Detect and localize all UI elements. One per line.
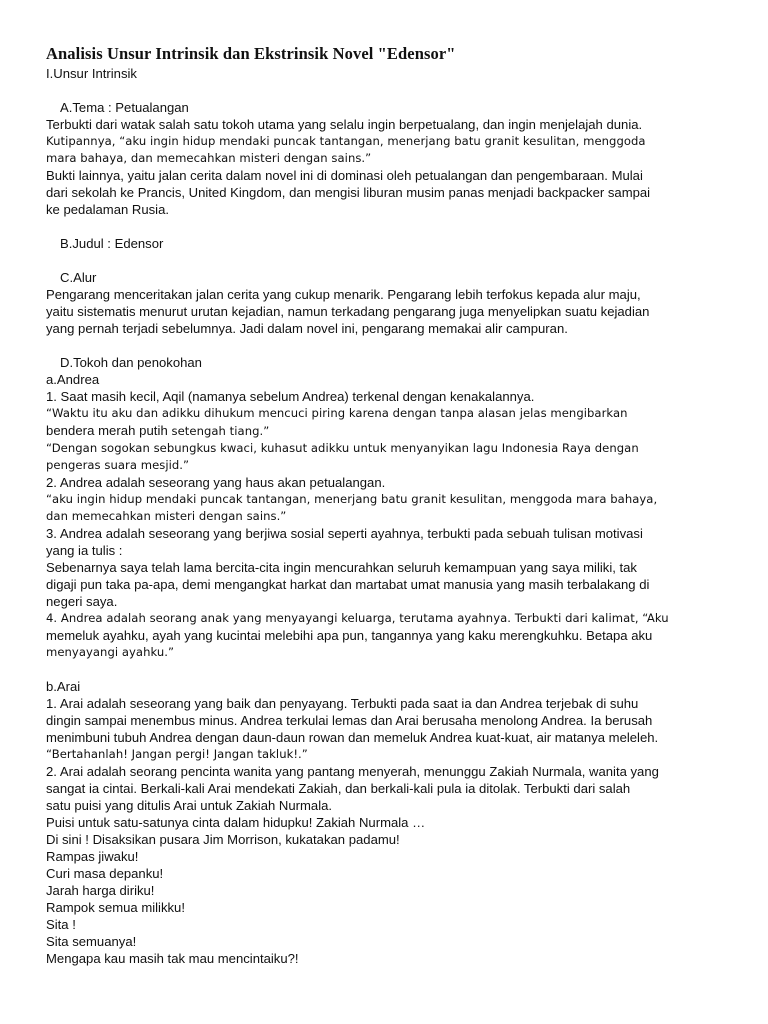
tokoh-heading: D.Tokoh dan penokohan: [60, 355, 202, 370]
poem-line: Di sini ! Disaksikan pusara Jim Morrison, kukatakan padamu!: [46, 832, 400, 847]
quote-line: Kutipannya, “aku ingin hidup mendaki puncak tantangan, menerjang batu granit kesulitan, menggoda: [46, 134, 646, 148]
quote-fragment: bendera merah putih: [46, 423, 168, 438]
poem-line: Rampas jiwaku!: [46, 849, 139, 864]
character-name: a.Andrea: [46, 372, 100, 387]
paragraph-line: digaji pun taka pa-apa, demi mengangkat harkat dan martabat umat manusia yang masih terbalakang di: [46, 577, 650, 592]
tema-heading: A.Tema : Petualangan: [60, 100, 189, 115]
character-name: b.Arai: [46, 679, 81, 694]
poem-line: Puisi untuk satu-satunya cinta dalam hidupku! Zakiah Nurmala …: [46, 815, 426, 830]
poem-line: Curi masa depanku!: [46, 866, 164, 881]
poem-line: Sita !: [46, 917, 76, 932]
paragraph-line: negeri saya.: [46, 594, 118, 609]
paragraph-line: ke pedalaman Rusia.: [46, 202, 170, 217]
paragraph-line: dingin sampai menembus minus. Andrea terkulai lemas dan Arai berusaha menolong Andrea. Ia berusah: [46, 713, 653, 728]
quote-line: pengeras suara mesjid.”: [46, 458, 190, 472]
quote-line: dan memecahkan misteri dengan sains.”: [46, 509, 287, 523]
poem-line: Rampok semua milikku!: [46, 900, 185, 915]
paragraph-line: dari sekolah ke Prancis, United Kingdom, dan mengisi liburan musim panas menjadi backpacker sampai: [46, 185, 651, 200]
paragraph-line: Sebenarnya saya telah lama bercita-cita ingin mencurahkan seluruh kemampuan yang saya miliki, tak: [46, 560, 637, 575]
poem-line: Jarah harga diriku!: [46, 883, 155, 898]
document-page: [46, 44, 736, 967]
paragraph-line: Bukti lainnya, yaitu jalan cerita dalam novel ini di dominasi oleh petualangan dan pengembaraan. Mulai: [46, 168, 643, 183]
quote-line: [46, 422, 736, 440]
paragraph-line: sangat ia cintai. Berkali-kali Arai mendekati Zakiah, dan berkali-kali pula ia ditolak. Terbukti dari salah: [46, 781, 631, 796]
quote-line: mara bahaya, dan memecahkan misteri dengan sains.”: [46, 151, 372, 165]
quote-line: “Bertahanlah! Jangan pergi! Jangan takluk!.”: [46, 747, 308, 761]
quote-fragment: setengah tiang.”: [167, 424, 270, 438]
paragraph-line: yaitu sistematis menurut urutan kejadian, namun terkadang pengarang juga menyelipkan suatu kejadian: [46, 304, 650, 319]
quote-line: menyayangi ayahku.”: [46, 645, 175, 659]
paragraph-line: yang pernah terjadi sebelumnya. Jadi dalam novel ini, pengarang memakai alir campuran.: [46, 321, 568, 336]
quote-line: “Dengan sogokan sebungkus kwaci, kuhasut adikku untuk menyanyikan lagu Indonesia Raya dengan: [46, 441, 639, 455]
list-item: 1. Saat masih kecil, Aqil (namanya sebelum Andrea) terkenal dengan kenakalannya.: [46, 389, 535, 404]
paragraph-line: yang ia tulis :: [46, 543, 123, 558]
alur-heading: C.Alur: [60, 270, 97, 285]
quote-line: “aku ingin hidup mendaki puncak tantangan, menerjang batu granit kesulitan, menggoda mara bahaya,: [46, 492, 658, 506]
list-item: 2. Arai adalah seorang pencinta wanita yang pantang menyerah, menunggu Zakiah Nurmala, wanita yang: [46, 764, 659, 779]
poem-line: Mengapa kau masih tak mau mencintaiku?!: [46, 951, 299, 966]
list-item: 4. Andrea adalah seorang anak yang menyayangi keluarga, terutama ayahnya. Terbukti dari kalimat, “Aku: [46, 611, 669, 625]
section-heading: I.Unsur Intrinsik: [46, 66, 137, 81]
paragraph-line: satu puisi yang ditulis Arai untuk Zakiah Nurmala.: [46, 798, 333, 813]
paragraph-line: Terbukti dari watak salah satu tokoh utama yang selalu ingin berpetualang, dan ingin menjelajah dunia.: [46, 117, 643, 132]
paragraph-line: menimbuni tubuh Andrea dengan daun-daun rowan dan memeluk Andrea kuat-kuat, air matanya meleleh.: [46, 730, 659, 745]
paragraph-line: memeluk ayahku, ayah yang kucintai melebihi apa pun, tangannya yang kaku merengkuhku. Betapa aku: [46, 628, 653, 643]
document-title: Analisis Unsur Intrinsik dan Ekstrinsik Novel "Edensor": [46, 44, 456, 63]
judul-heading: B.Judul : Edensor: [60, 236, 164, 251]
paragraph-line: Pengarang menceritakan jalan cerita yang cukup menarik. Pengarang lebih terfokus kepada alur maju,: [46, 287, 641, 302]
list-item: 3. Andrea adalah seseorang yang berjiwa sosial seperti ayahnya, terbukti pada sebuah tulisan motivasi: [46, 526, 643, 541]
poem-line: Sita semuanya!: [46, 934, 137, 949]
quote-line: “Waktu itu aku dan adikku dihukum mencuci piring karena dengan tanpa alasan jelas mengibarkan: [46, 406, 628, 420]
list-item: 2. Andrea adalah seseorang yang haus akan petualangan.: [46, 475, 386, 490]
list-item: 1. Arai adalah seseorang yang baik dan penyayang. Terbukti pada saat ia dan Andrea terjebak di suhu: [46, 696, 639, 711]
